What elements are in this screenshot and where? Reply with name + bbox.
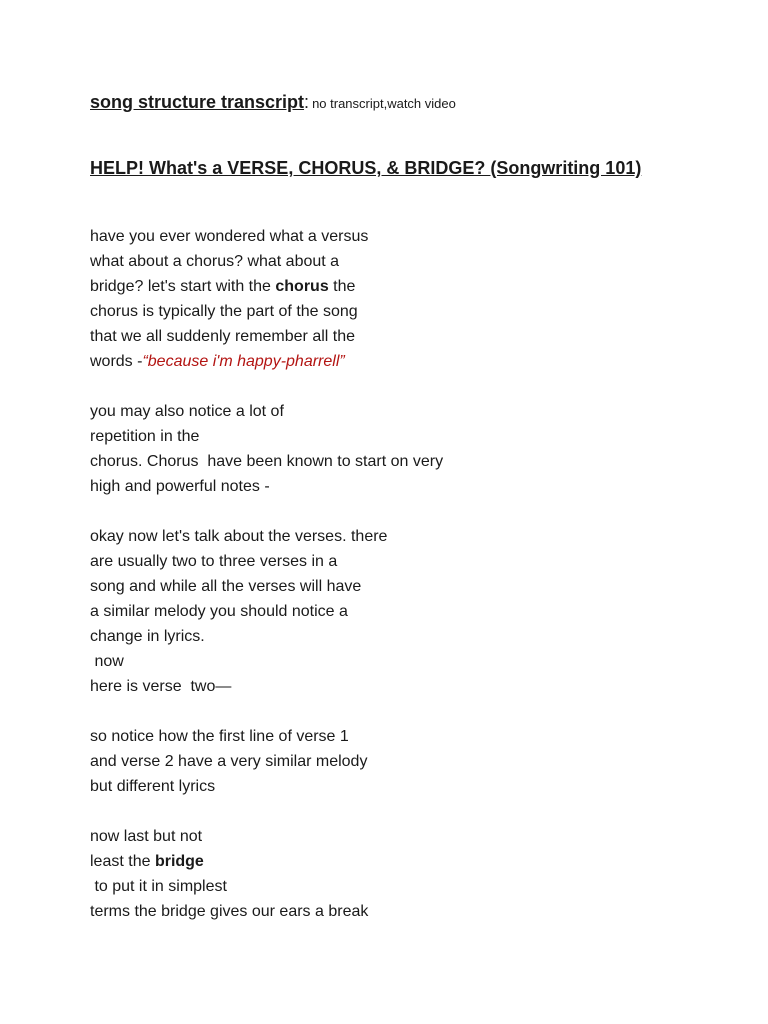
transcript-header — [90, 92, 456, 113]
header-note: no transcript,watch video — [312, 96, 456, 111]
text-line — [90, 274, 690, 299]
text-line: song and while all the verses will have — [90, 578, 362, 595]
text-line: have you ever wondered what a versus — [90, 228, 369, 245]
text-line: what about a chorus? what about a — [90, 253, 340, 270]
text-line: but different lyrics — [90, 778, 216, 795]
text-span: least the — [90, 853, 155, 870]
text-line — [90, 849, 690, 874]
text-line: chorus. Chorus have been known to start on very — [90, 453, 444, 470]
text-line: and verse 2 have a very similar melody — [90, 753, 368, 770]
text-line: terms the bridge gives our ears a break — [90, 903, 369, 920]
text-span: bridge? let's start with the — [90, 278, 276, 295]
text-span: words - — [90, 353, 143, 370]
text-line — [90, 349, 690, 374]
text-line: now last but not — [90, 828, 203, 845]
text-line: chorus is typically the part of the song — [90, 303, 358, 320]
text-line: okay now let's talk about the verses. there — [90, 528, 388, 545]
text-line: change in lyrics. — [90, 628, 205, 645]
text-line: you may also notice a lot of — [90, 403, 284, 420]
paragraph-gap — [90, 699, 690, 724]
paragraph-gap — [90, 374, 690, 399]
paragraph-gap — [90, 499, 690, 524]
text-line: high and powerful notes - — [90, 478, 270, 495]
text-line: that we all suddenly remember all the — [90, 328, 356, 345]
text-line: repetition in the — [90, 428, 200, 445]
text-line: here is verse two— — [90, 678, 232, 695]
header-title: song structure transcript — [90, 92, 305, 112]
text-line: are usually two to three verses in a — [90, 553, 338, 570]
bridge-keyword: bridge — [154, 853, 204, 870]
text-line: a similar melody you should notice a — [90, 603, 348, 620]
paragraph-gap — [90, 799, 690, 824]
text-line: to put it in simplest — [90, 878, 227, 895]
text-line: now — [90, 653, 124, 670]
header-colon: : — [304, 92, 310, 112]
song-quote: “because i'm happy-pharrell” — [142, 353, 345, 370]
document-title: HELP! What's a VERSE, CHORUS, & BRIDGE? (Songwriting 101) — [90, 158, 642, 178]
chorus-keyword: chorus — [275, 278, 329, 295]
text-line: so notice how the first line of verse 1 — [90, 728, 349, 745]
transcript-body — [90, 224, 690, 924]
text-span: the — [328, 278, 356, 295]
